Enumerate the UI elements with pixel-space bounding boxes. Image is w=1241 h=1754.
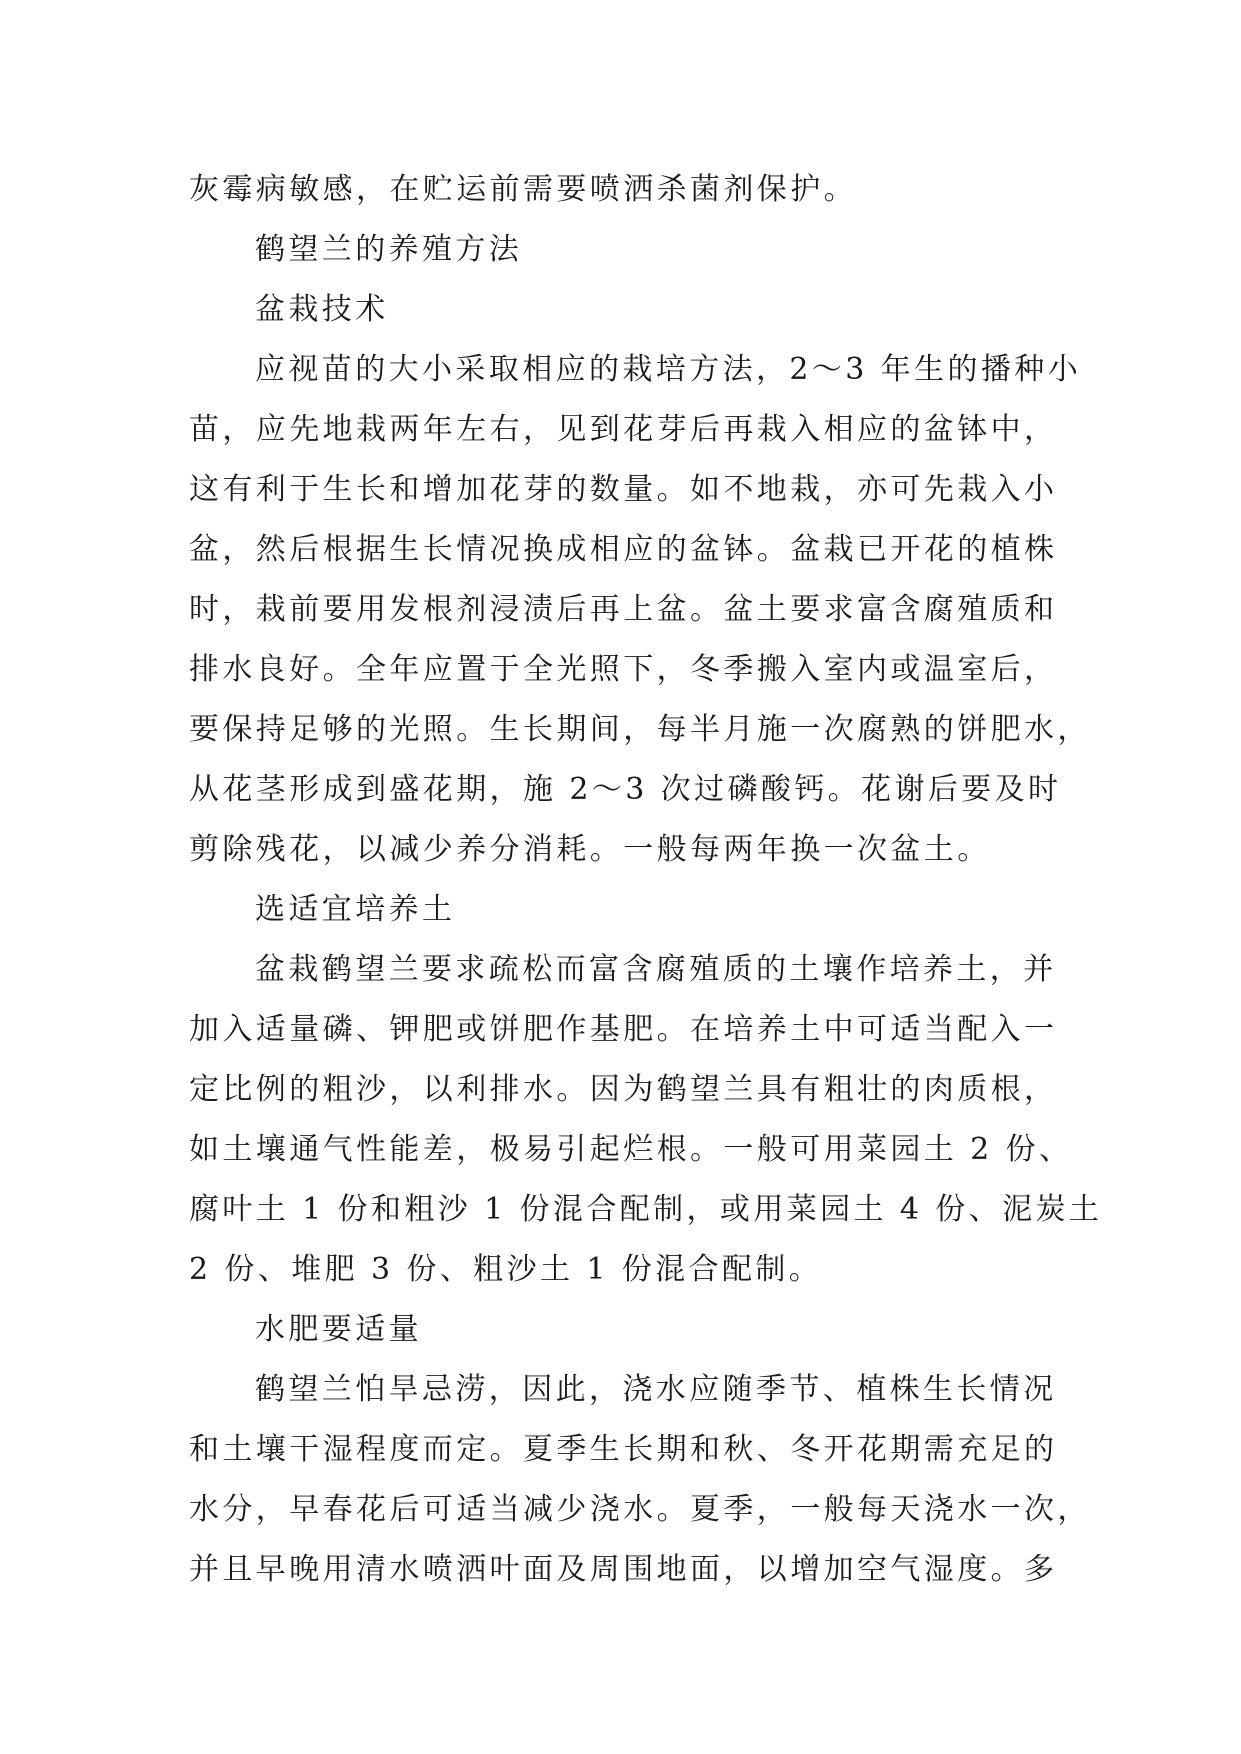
text-line: 要保持足够的光照。生长期间，每半月施一次腐熟的饼肥水，: [189, 712, 1091, 747]
text-line: 并且早晚用清水喷洒叶面及周围地面，以增加空气湿度。多: [189, 1552, 1058, 1587]
text-line: 水分，早春花后可适当减少浇水。夏季，一般每天浇水一次，: [189, 1492, 1091, 1527]
subsection-heading: 盆栽技术: [255, 292, 389, 327]
subsection-heading: 水肥要适量: [255, 1312, 422, 1347]
text-line: 2 份、堆肥 3 份、粗沙土 1 份混合配制。: [189, 1252, 823, 1287]
text-line: 灰霉病敏感，在贮运前需要喷洒杀菌剂保护。: [189, 172, 857, 207]
text-line: 如土壤通气性能差，极易引起烂根。一般可用菜园土 2 份、: [189, 1132, 1073, 1167]
paragraph-first-line: 应视苗的大小采取相应的栽培方法，2～3 年生的播种小: [255, 352, 1082, 387]
text-line: 定比例的粗沙，以利排水。因为鹤望兰具有粗壮的肉质根，: [189, 1072, 1058, 1107]
text-line: 腐叶土 1 份和粗沙 1 份混合配制，或用菜园土 4 份、泥炭土: [189, 1192, 1103, 1227]
paragraph-first-line: 盆栽鹤望兰要求疏松而富含腐殖质的土壤作培养土，并: [255, 952, 1057, 987]
text-line: 盆，然后根据生长情况换成相应的盆钵。盆栽已开花的植株: [189, 532, 1058, 567]
text-line: 和土壤干湿程度而定。夏季生长期和秋、冬开花期需充足的: [189, 1432, 1058, 1467]
text-line: 从花茎形成到盛花期，施 2～3 次过磷酸钙。花谢后要及时: [189, 772, 1062, 807]
text-line: 这有利于生长和增加花芽的数量。如不地栽，亦可先栽入小: [189, 472, 1058, 507]
text-line: 剪除残花，以减少养分消耗。一般每两年换一次盆土。: [189, 832, 991, 867]
text-line: 加入适量磷、钾肥或饼肥作基肥。在培养土中可适当配入一: [189, 1012, 1058, 1047]
subsection-heading: 选适宜培养土: [255, 892, 456, 927]
section-heading: 鹤望兰的养殖方法: [255, 232, 523, 267]
document-body: [189, 160, 1103, 1600]
text-line: 时，栽前要用发根剂浸渍后再上盆。盆土要求富含腐殖质和: [189, 592, 1058, 627]
text-line: 排水良好。全年应置于全光照下，冬季搬入室内或温室后，: [189, 652, 1058, 687]
paragraph-first-line: 鹤望兰怕旱忌涝，因此，浇水应随季节、植株生长情况: [255, 1372, 1057, 1407]
text-line: 苗，应先地栽两年左右，见到花芽后再栽入相应的盆钵中，: [189, 412, 1058, 447]
